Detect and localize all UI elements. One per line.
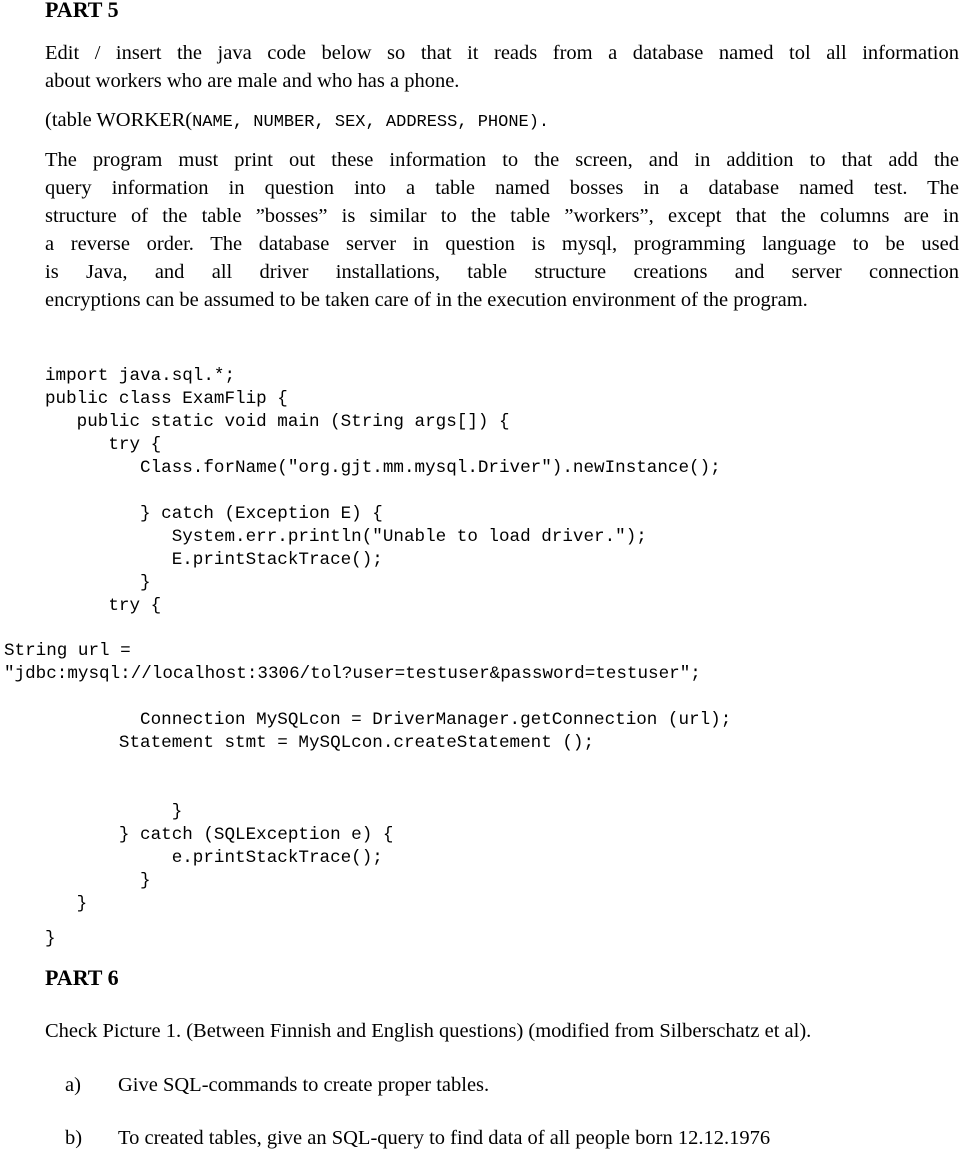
part6-intro <box>45 1017 959 1045</box>
part5-table-definition <box>45 106 959 137</box>
part6-intro-text: Check Picture 1. (Between Finnish and English questions) (modified from Silberschatz et al). <box>45 1020 812 1042</box>
code-line: import java.sql.*; <box>45 366 236 386</box>
item-text: Give SQL-commands to create proper tables. <box>118 1074 490 1096</box>
part5-body-line-3: structure of the table ”bosses” is similar to the table ”workers”, except that the columns are in <box>45 205 959 227</box>
code-line: } catch (Exception E) { <box>45 504 383 524</box>
table-def-prefix: (table WORKER( <box>45 109 193 131</box>
part5-intro <box>45 39 959 95</box>
part5-heading: PART 5 <box>45 0 119 22</box>
item-marker: b) <box>65 1127 83 1149</box>
code-line: } <box>45 802 183 822</box>
code-line: public static void main (String args[]) { <box>45 412 510 432</box>
code-line: } <box>45 573 151 593</box>
part5-intro-line-1: Edit / insert the java code below so that it reads from a database named tol all information <box>45 42 959 64</box>
part5-body <box>45 146 959 314</box>
item-marker: a) <box>65 1074 81 1096</box>
code-line: e.printStackTrace(); <box>45 848 383 868</box>
code-line: } <box>45 871 151 891</box>
part5-body-line-6: encryptions can be assumed to be taken care of in the execution environment of the program. <box>45 289 808 311</box>
code-line: String url = <box>4 641 131 661</box>
part5-body-line-2: query information in question into a table named bosses in a database named test. The <box>45 177 959 199</box>
code-line: System.err.println("Unable to load driver."); <box>45 527 647 547</box>
part6-heading: PART 6 <box>45 965 119 990</box>
part5-body-line-4: a reverse order. The database server in question is mysql, programming language to be used <box>45 233 959 255</box>
part5-body-line-5: is Java, and all driver installations, table structure creations and server connection <box>45 261 959 283</box>
code-line: Statement stmt = MySQLcon.createStatement (); <box>45 733 595 753</box>
table-def-columns: NAME, NUMBER, SEX, ADDRESS, PHONE). <box>192 113 550 132</box>
code-line: } <box>45 894 88 914</box>
code-line: "jdbc:mysql://localhost:3306/tol?user=testuser&password=testuser"; <box>4 664 701 684</box>
code-line: try { <box>45 435 162 455</box>
part5-body-line-1: The program must print out these information to the screen, and in addition to that add the <box>45 149 959 171</box>
part5-intro-line-2: about workers who are male and who has a phone. <box>45 70 460 92</box>
item-text: To created tables, give an SQL-query to find data of all people born 12.12.1976 <box>118 1127 771 1149</box>
code-line: } catch (SQLException e) { <box>45 825 394 845</box>
code-line: } <box>45 929 56 949</box>
code-line: public class ExamFlip { <box>45 389 288 409</box>
code-line: Class.forName("org.gjt.mm.mysql.Driver").newInstance(); <box>45 458 721 478</box>
code-line: Connection MySQLcon = DriverManager.getConnection (url); <box>45 710 732 730</box>
code-line: E.printStackTrace(); <box>45 550 383 570</box>
code-line: try { <box>45 596 162 616</box>
